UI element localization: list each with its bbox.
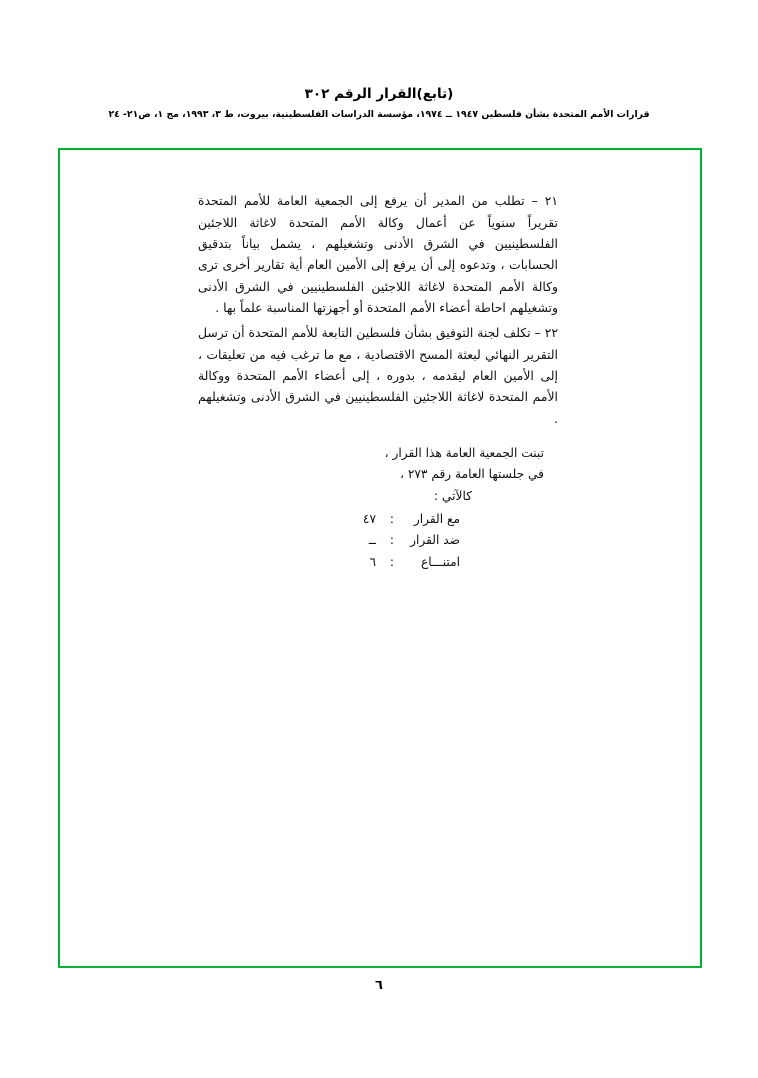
vote-colon-for: :	[389, 512, 394, 527]
vote-label-abstain: امتنـــاع	[421, 554, 460, 569]
vote-label-for: مع القرار	[413, 512, 460, 527]
adoption-line-1: تبنت الجمعية العامة هذا القرار ،	[384, 446, 544, 460]
vote-row-abstain	[198, 552, 558, 573]
vote-row-for	[198, 509, 558, 530]
vote-colon-against: :	[389, 533, 394, 548]
vote-value-abstain: ٦	[369, 554, 376, 569]
document-body	[198, 178, 558, 573]
vote-label-against: ضد القرار	[410, 533, 460, 548]
source-citation: قرارات الأمم المتحدة بشأن فلسطين ١٩٤٧ ــ ١٩٧٤، مؤسسة الدراسات الفلسطينية، بيروت، ط ٣، ١٩٩٣، مج ١، ص٢١- ٢٤	[108, 109, 650, 121]
adoption-line-3: كالآتي :	[434, 488, 472, 503]
adoption-line-2: في جلستها العامة رقم ٢٧٣ ،	[400, 467, 544, 482]
paragraph-22: ٢٢ – تكلف لجنة التوفيق بشأن فلسطين التابعة للأمم المتحدة أن ترسل التقرير النهائي لبعثة المسح الاقتصادية ، مع ما ترغب فيه من تعليقات ، إلى الأمين العام ليقدمه ، بدوره ، إلى أعضاء الأمم المتحدة ووكالة الأمم المتحدة لاغاثة اللاجئين الفلسطينيين في الشرق الأدنى وتشغيلهم .	[198, 325, 558, 426]
page-header	[0, 84, 758, 120]
adoption-statement	[198, 443, 558, 507]
vote-colon-abstain: :	[389, 554, 394, 569]
vote-value-against: ــ	[368, 533, 376, 548]
green-border-frame	[58, 148, 702, 968]
vote-tally	[198, 509, 558, 573]
vote-row-against	[198, 530, 558, 551]
document-title: (تابع)القرار الرقم ٣٠٢	[304, 86, 454, 102]
page-number: ٦	[375, 978, 383, 993]
vote-value-for: ٤٧	[362, 512, 376, 527]
paragraph-21: ٢١ – تطلب من المدير أن يرفع إلى الجمعية العامة للأمم المتحدة تقريراً سنوياً عن أعمال وكالة الأمم المتحدة لاغاثة اللاجئين الفلسطينيين في الشرق الأدنى وتشغيلهم ، يشمل بياناً بتدقيق الحسابات ، وتدعوه إلى أن يرفع إلى الأمين العام أية تقارير أخرى ترى وكالة الأمم المتحدة لاغاثة اللاجئين الفلسطينيين في الشرق الأدنى وتشغيلهم احاطة أعضاء الأمم المتحدة أو أجهزتها المناسبة علماً بها .	[198, 193, 558, 316]
